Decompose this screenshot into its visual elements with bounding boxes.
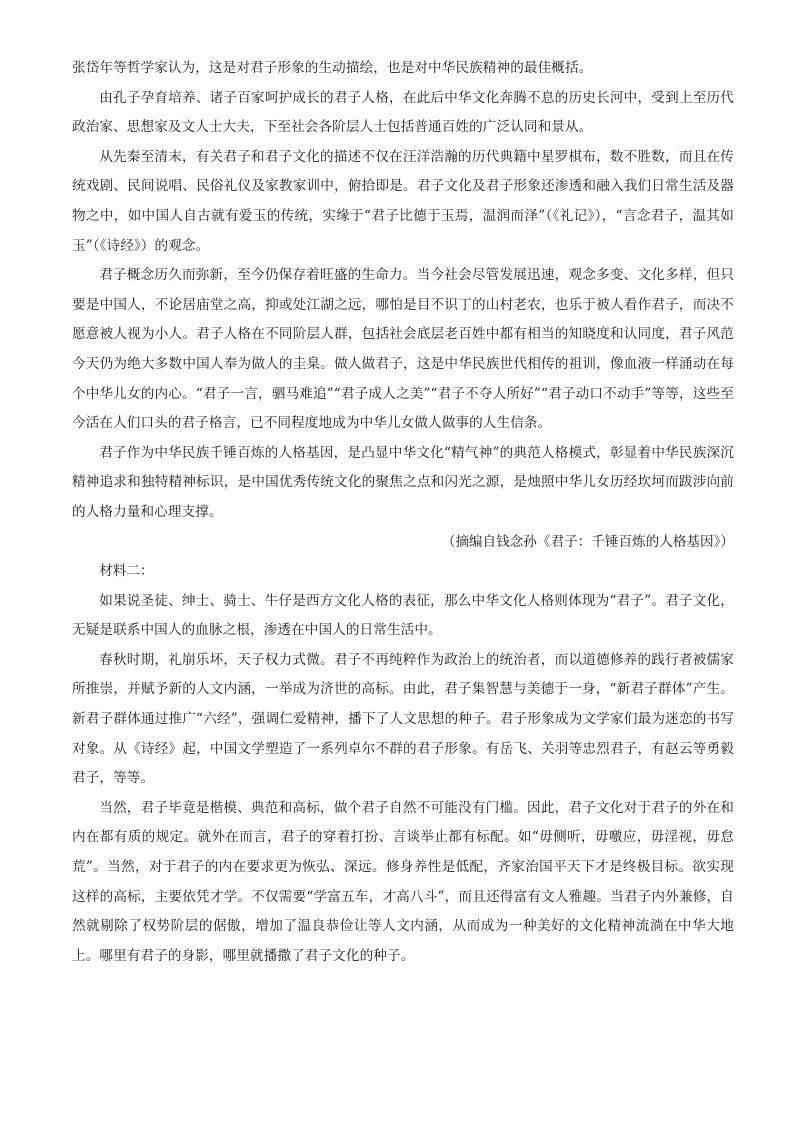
paragraph-1-2: 由孔子孕育培养、诸子百家呵护成长的君子人格，在此后中华文化奔腾不息的历史长河中，受到上至历代政治家、思想家及文人士大夫，下至社会各阶层人士包括普通百姓的广泛认同和景从。 [72, 89, 734, 136]
paragraph-2-1: 如果说圣徒、绅士、骑士、牛仔是西方文化人格的表征，那么中华文化人格则体现为“君子”。君子文化，无疑是联系中国人的血脉之根，渗透在中国人的日常生活中。 [72, 592, 734, 639]
source-citation: （摘编自钱念孙《君子：千锤百炼的人格基因》） [441, 533, 734, 550]
paragraph-1-1: 张岱年等哲学家认为，这是对君子形象的生动描绘，也是对中华民族精神的最佳概括。 [72, 60, 593, 76]
paragraph-2-3: 当然，君子毕竟是楷模、典范和高标，做个君子自然不可能没有门槛。因此，君子文化对于君子的外在和内在都有质的规定。就外在而言，君子的穿着打扮、言谈举止都有标配。如“毋侧听，毋噭应，毋淫视，毋怠荒”。当然，对于君子的内在要求更为恢弘、深远。修身养性是低配，齐家治国平天下才是终极目标。欲实现这样的高标，主要依凭才学。不仅需要“学富五车，才高八斗”，而且还得富有文人雅趣。当君子内外兼修，自然就剔除了权势阶层的倨傲，增加了温良恭俭让等人文内涵，从而成为一种美好的文化精神流淌在中华大地上。哪里有君子的身影，哪里就播撒了君子文化的种子。 [72, 799, 734, 964]
document-page [72, 54, 734, 971]
paragraph-2-2: 春秋时期，礼崩乐坏，天子权力式微。君子不再纯粹作为政治上的统治者，而以道德修养的践行者被儒家所推崇，并赋予新的人文内涵，一举成为济世的高标。由此，君子集智慧与美德于一身，“新君子群体”产生。新君子群体通过推广“六经”，强调仁爱精神，播下了人文思想的种子。君子形象成为文学家们最为迷恋的书写对象。从《诗经》起，中国文学塑造了一系列卓尔不群的君子形象。有岳飞、关羽等忠烈君子，有赵云等勇毅君子，等等。 [72, 651, 734, 787]
paragraph-1-4: 君子概念历久而弥新，至今仍保存着旺盛的生命力。当今社会尽管发展迅速，观念多变、文化多样，但只要是中国人，不论居庙堂之高，抑或处江湖之远，哪怕是目不识丁的山村老农，也乐于被人看作君子，而决不愿意被人视为小人。君子人格在不同阶层人群，包括社会底层老百姓中都有相当的知晓度和认同度，君子风范今天仍为绝大多数中国人奉为做人的圭臬。做人做君子，这是中华民族世代相传的祖训，像血液一样涌动在每个中华儿女的内心。“君子一言，驷马难追”“君子成人之美”“君子不夺人所好”“君子动口不动手”等等，这些至今活在人们口头的君子格言，已不同程度地成为中华儿女做人做事的人生信条。 [72, 267, 734, 432]
section-2-label: 材料二： [99, 563, 154, 580]
paragraph-1-5: 君子作为中华民族千锤百炼的人格基因，是凸显中华文化“精气神”的典范人格模式，彰显着中华民族深沉精神追求和独特精神标识，是中国优秀传统文化的聚焦之点和闪光之源，是烛照中华儿女历经坎坷而跋涉向前的人格力量和心理支撑。 [72, 444, 734, 520]
paragraph-1-3: 从先秦至清末，有关君子和君子文化的描述不仅在汪洋浩瀚的历代典籍中星罗棋布，数不胜数，而且在传统戏剧、民间说唱、民俗礼仪及家教家训中，俯拾即是。君子文化及君子形象还渗透和融入我们日常生活及器物之中，如中国人自古就有爱玉的传统，实缘于“君子比德于玉焉，温润而泽”（《礼记》），“言念君子，温其如玉”（《诗经》）的观念。 [72, 148, 734, 254]
